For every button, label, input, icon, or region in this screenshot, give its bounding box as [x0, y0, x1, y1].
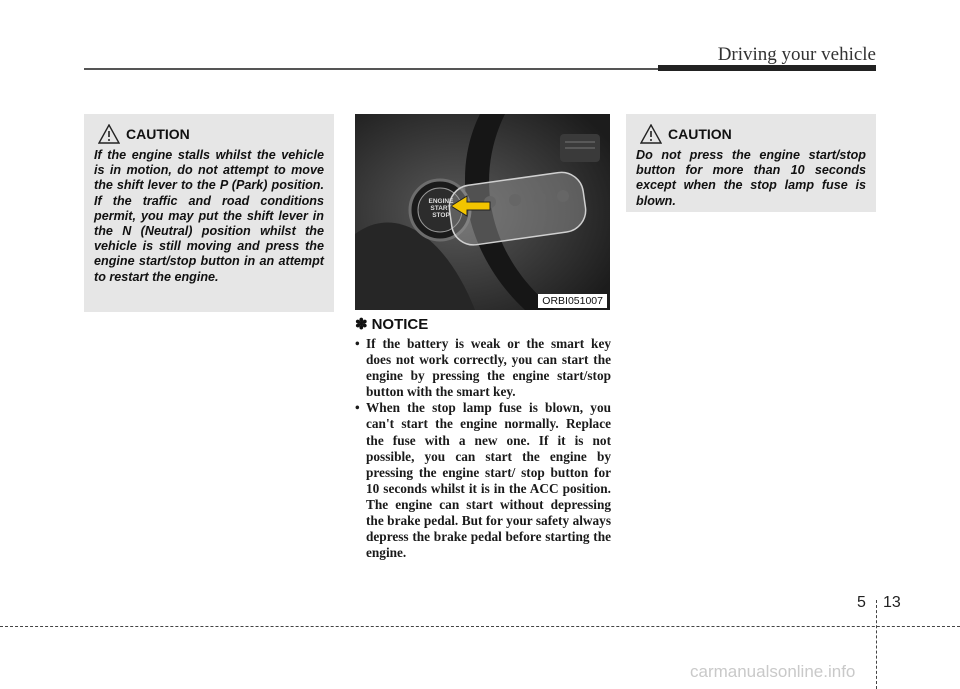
notice-item-text: If the battery is weak or the smart key does not work correctly, you can start the engine by pressing the engine start/stop button with the smart key. [366, 336, 611, 400]
watermark: carmanualsonline.info [690, 662, 856, 681]
caution-header [98, 124, 324, 144]
caution-title: CAUTION [668, 126, 732, 142]
notice-title: NOTICE [371, 315, 429, 333]
button-text-line: STOP [432, 212, 450, 219]
photo-caption: ORBI051007 [538, 294, 607, 308]
caution-title: CAUTION [126, 126, 190, 142]
engine-button-label [425, 198, 457, 219]
photo-illustration [355, 114, 610, 310]
footer-dashed-rule [0, 626, 960, 627]
warning-triangle-icon [640, 124, 662, 144]
button-text-line: START [430, 205, 452, 212]
header-rule-thick [658, 65, 876, 71]
caution-body: If the engine stalls whilst the vehicle is in motion, do not attempt to move the shift lever to the P (Park) position. If the traffic and road conditions permit, you may put the shift lever in the N (Neutral) position whilst the vehicle is still moving and press the engine start/stop button in an attempt to restart the engine. [94, 148, 324, 284]
page-number: 13 [883, 594, 901, 611]
notice-item: • If the battery is weak or the smart key does not work correctly, you can start the engine by pressing the engine start/stop button with the smart key. [355, 336, 611, 400]
caution-box-start-stop [626, 114, 876, 212]
notice-star-icon: ✽ [355, 316, 368, 333]
caution-body: Do not press the engine start/stop button for more than 10 seconds except when the stop lamp fuse is blown. [636, 148, 866, 208]
notice-heading [355, 315, 611, 333]
footer-page-divider [876, 600, 877, 689]
notice-list [355, 336, 611, 561]
header-rule-thin [84, 68, 658, 70]
warning-triangle-icon [98, 124, 120, 144]
page-header-title: Driving your vehicle [717, 44, 876, 65]
notice-section [355, 315, 611, 561]
button-text-line: ENGINE [428, 198, 454, 205]
notice-item-text: When the stop lamp fuse is blown, you can't start the engine normally. Replace the fuse with a new one. If it is not possible, you can start the engine by pressing the engine start/ stop button for 10 seconds whilst it is in the ACC position. The engine can start without depressing the brake pedal. But for your safety always depress the brake pedal before starting the engine. [366, 400, 611, 561]
chapter-number: 5 [857, 594, 866, 611]
caution-header [640, 124, 866, 144]
caution-box-stall [84, 114, 334, 312]
notice-item: • When the stop lamp fuse is blown, you can't start the engine normally. Replace the fuse with a new one. If it is not possible, you can start the engine by pressing the engine start/ stop button for 10 seconds whilst it is in the ACC position. The engine can start without depressing the brake pedal. But for your safety always depress the brake pedal before starting the engine. [355, 400, 611, 561]
engine-start-button-photo [355, 114, 610, 310]
